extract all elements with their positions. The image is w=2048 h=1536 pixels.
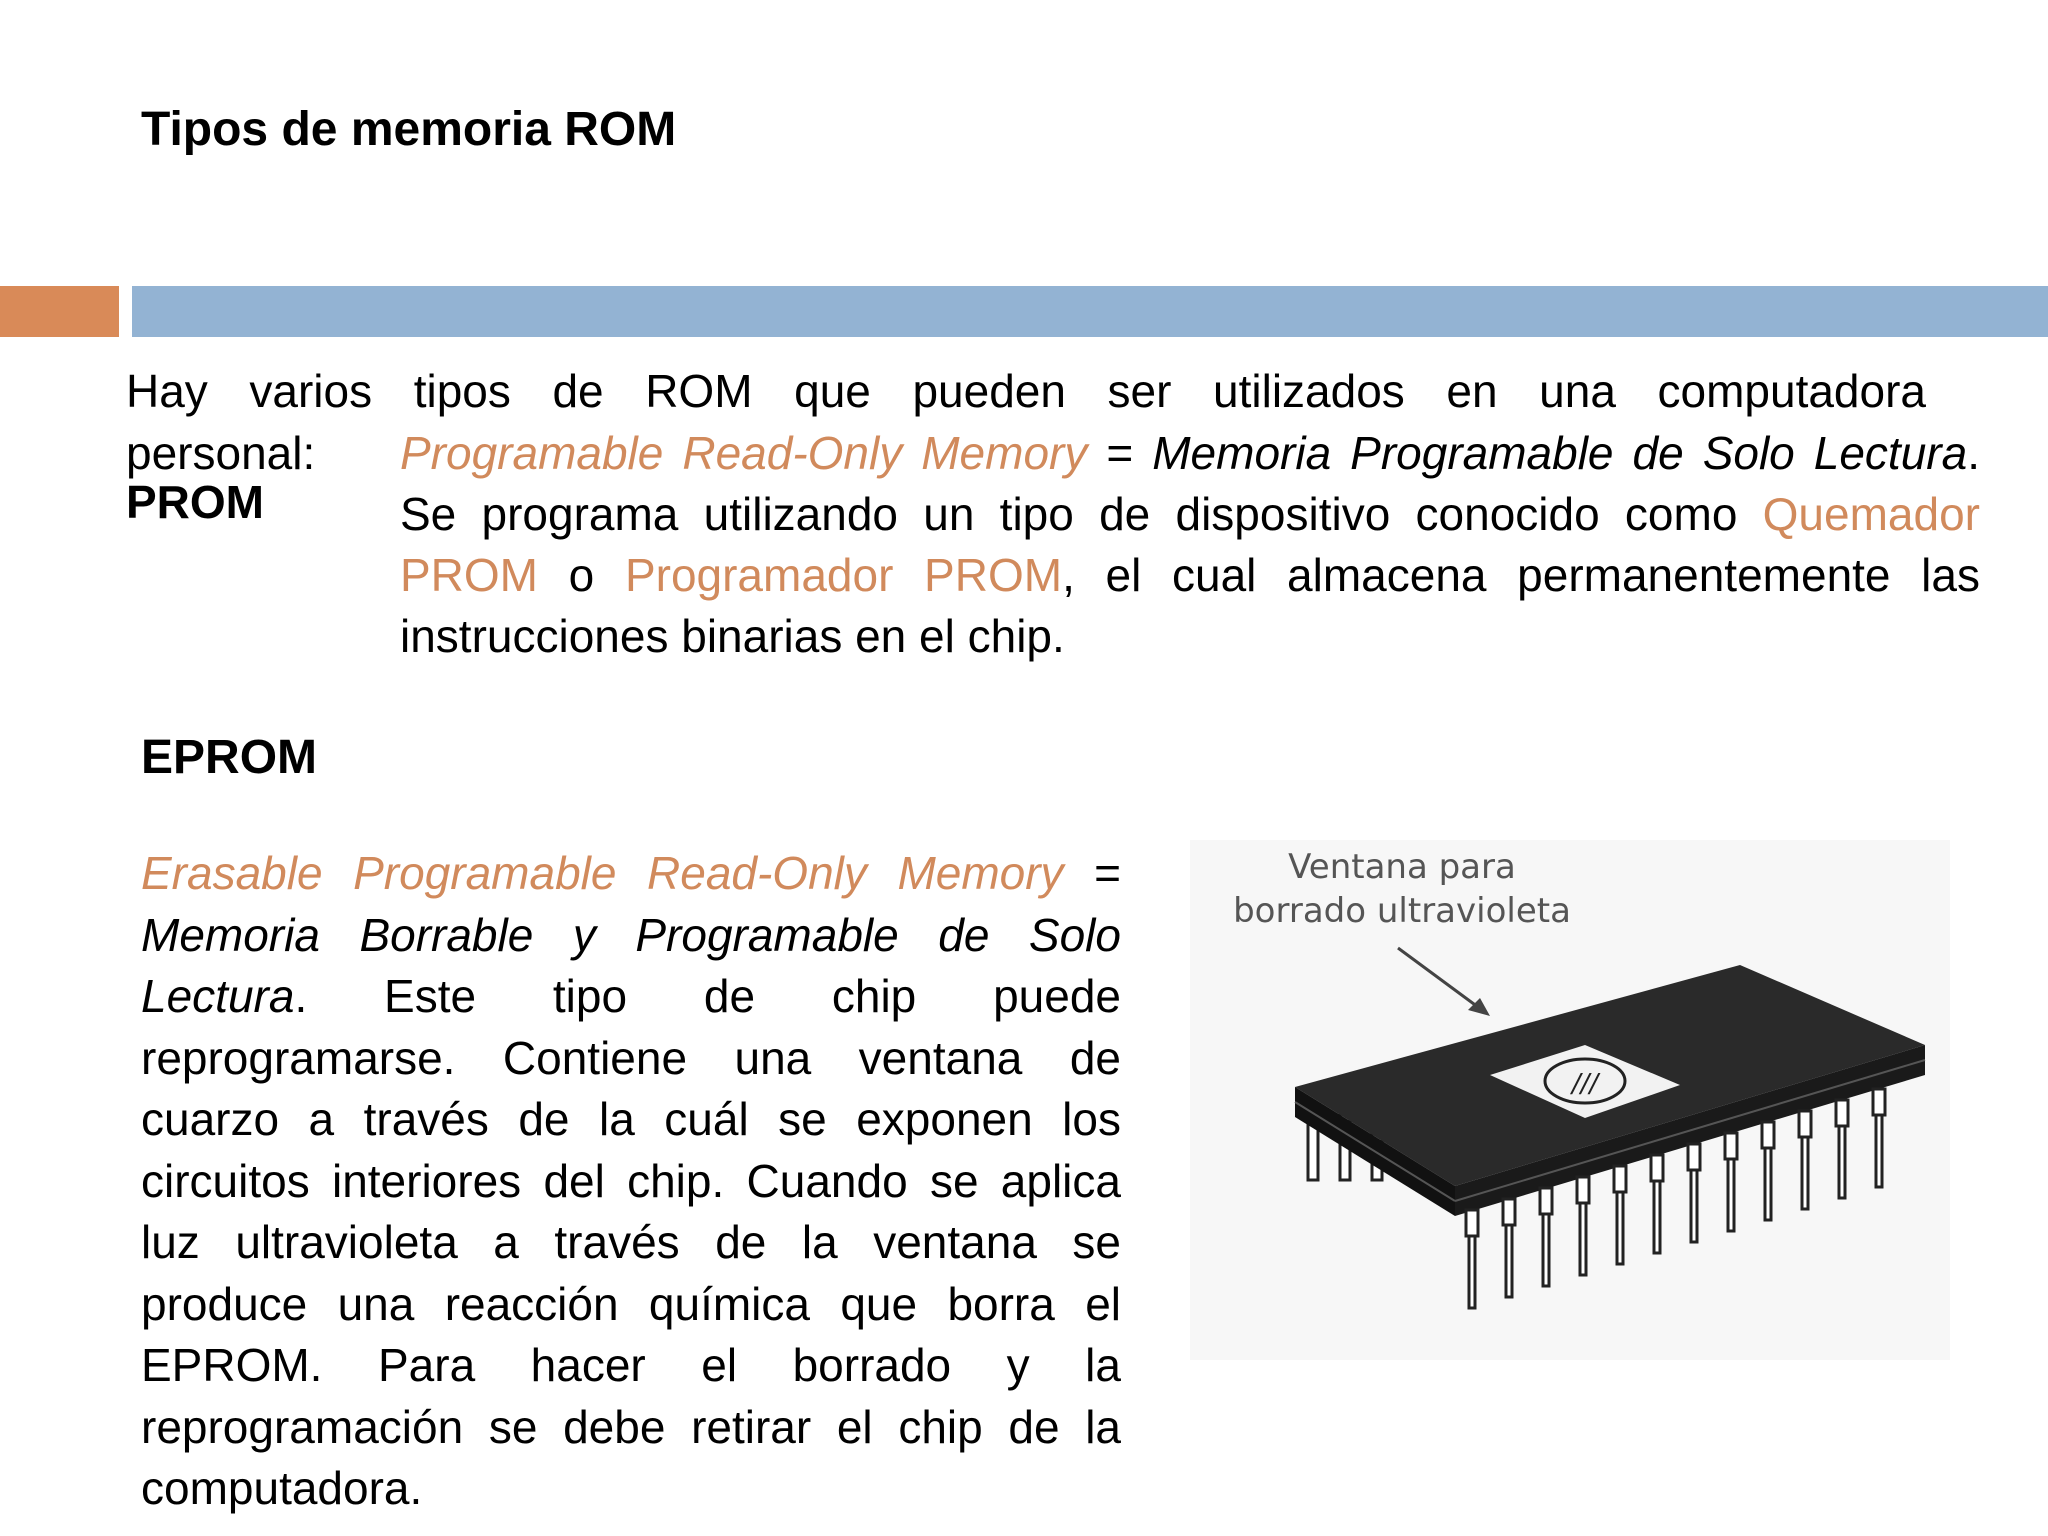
eprom-chip-illustration: [1190, 840, 1950, 1360]
eprom-label: EPROM: [141, 731, 318, 784]
eprom-description: [141, 843, 1121, 1520]
figure-caption-line-2: borrado ultravioleta: [1233, 891, 1571, 931]
prom-label: PROM: [126, 476, 264, 528]
prom-description: [400, 423, 1980, 667]
accent-bar-orange: [0, 286, 119, 337]
accent-bar-blue: [132, 286, 2048, 337]
prom-term-es: Memoria Programable de Solo Lectura: [1152, 427, 1968, 479]
prom-text-1: . Se programa utilizando un tipo de dispositivo conocido como: [400, 427, 1980, 540]
prom-term-en: Programable Read-Only Memory: [400, 427, 1088, 479]
prom-device-2: Programador PROM: [624, 549, 1063, 601]
eprom-term-es: Memoria Borrable y Programable de Solo Lectura: [141, 908, 1121, 1022]
prom-equals: =: [1087, 427, 1153, 479]
eprom-equals: =: [1063, 847, 1121, 899]
prom-connector: o: [538, 549, 625, 601]
slide-title: Tipos de memoria ROM: [141, 103, 677, 156]
prom-device-1: Quemador PROM: [400, 488, 1980, 601]
figure-caption-line-1: Ventana para: [1288, 847, 1516, 887]
window-die-marking: ///: [1571, 1069, 1599, 1099]
intro-line-2: personal:: [126, 427, 316, 479]
eprom-term-en: Erasable Programable Read-Only Memory: [141, 847, 1064, 899]
prom-text-2: , el cual almacena permanentemente las instrucciones binarias en el chip.: [400, 549, 1980, 662]
intro-line-1: Hay varios tipos de ROM que pueden ser utilizados en una computadora: [126, 365, 1926, 417]
eprom-text: . Este tipo de chip puede reprogramarse. Contiene una ventana de cuarzo a través de la cuál se exponen los circuitos interiores del chip. Cuando se aplica luz ultravioleta a través de la ventana se produce una reacción química que borra el EPROM. Para hacer el borrado y la reprogramación se debe retirar el chip de la computadora.: [141, 970, 1121, 1514]
